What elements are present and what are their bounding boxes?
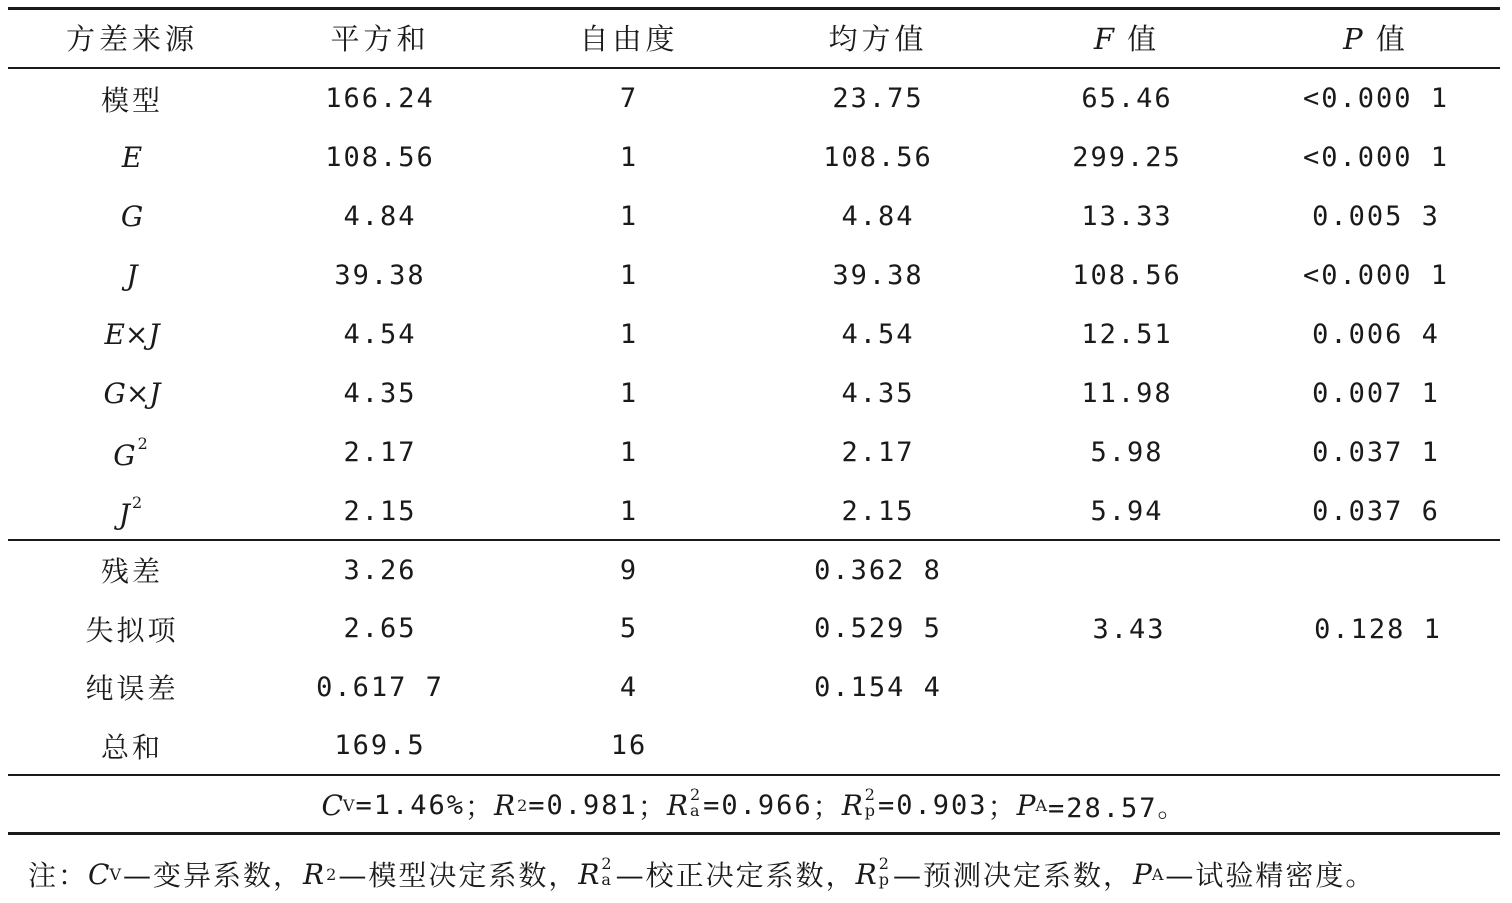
note-r2p-label: R [855,857,877,891]
stats-sep-2: ； [637,790,667,823]
cell-df: 9 [619,554,639,586]
table-row [8,482,1500,541]
header-f-suffix: 值 [1127,22,1161,56]
cell-source-exponent: 2 [137,433,151,453]
note-pa-label: P [1132,857,1152,891]
cell-mean-square: 2.15 [841,496,915,527]
r2-superscript: 2 [517,795,529,815]
cell-source [8,141,256,174]
table-row [8,128,1500,187]
cell-p-value: 0.007 1 [1312,378,1440,409]
cell-sum-of-squares: 4.35 [343,378,417,409]
cell-df: 7 [619,83,639,114]
cell-df: 1 [619,496,639,527]
cell-mean-square: 4.84 [841,201,915,232]
cell-source [8,200,256,233]
note-r2-superscript: 2 [326,864,339,884]
r2-label: R [494,788,516,822]
cell-sum-of-squares: 0.617 7 [316,671,444,703]
note-r2-label: R [303,857,325,891]
cell-sum-of-squares: 2.65 [343,613,417,644]
cell-source-factor: J [126,259,138,292]
stats-sep-4: ； [987,790,1017,823]
cell-df: 5 [619,613,639,644]
cell-p-value: 0.005 3 [1312,201,1440,232]
cell-source-factor: J [118,497,131,531]
cell-p-value: 0.006 4 [1312,319,1440,350]
cell-source [8,434,256,472]
cell-source [8,259,256,292]
table-row [8,658,1500,716]
cell-sum-of-squares: 39.38 [334,260,426,291]
cell-source-exponent: 2 [132,492,146,512]
header-mean-square: 均方值 [828,22,928,56]
cv-value: =1.46% [355,789,465,821]
cell-sum-of-squares: 108.56 [325,142,435,173]
header-f-letter: F [1093,22,1114,56]
r2-value: =0.981 [528,789,638,821]
note-r2a-desc: —校正决定系数， [615,859,856,892]
note-r2p-desc: —预测决定系数， [892,859,1133,892]
cell-df: 1 [619,378,639,409]
header-source: 方差来源 [65,22,198,56]
cell-source: 失拟项 [85,613,179,647]
cell-df: 16 [610,730,648,761]
cell-df: 1 [619,319,639,350]
pa-value: =28.57。 [1048,792,1187,824]
cv-label: C [321,788,343,822]
cell-sum-of-squares: 4.54 [343,319,417,350]
cell-sum-of-squares: 166.24 [325,83,435,114]
cell-p-value: <0.000 1 [1302,142,1450,173]
cell-sum-of-squares: 169.5 [334,730,426,761]
r2p-superscript: 2 [864,785,876,804]
cell-p-value: 0.037 1 [1312,437,1440,468]
cell-mean-square: 23.75 [832,83,924,114]
cell-df: 1 [619,142,639,173]
cv-subscript: V [342,795,356,815]
cell-mean-square: 39.38 [832,260,924,291]
cell-f-value: 5.94 [1090,496,1164,527]
cell-source: 模型 [100,83,163,117]
note-r2a-indices [601,856,613,888]
lack-of-fit-p: 0.128 1 [1314,613,1442,645]
cell-mean-square: 0.362 8 [814,554,942,586]
table-row [8,717,1500,775]
cell-mean-square: 4.54 [841,319,915,350]
header-f-value [1002,17,1252,58]
note-r2p-subscript: p [878,870,891,889]
cell-f-value: 108.56 [1072,260,1182,291]
table-row [8,423,1500,482]
r2a-superscript: 2 [689,785,702,804]
table-footnote [28,846,1508,902]
cell-source-factor: E [121,141,143,174]
note-r2p-indices [879,856,891,888]
cell-f-value: 12.51 [1081,319,1173,350]
table-row [8,246,1500,305]
header-p-letter: P [1343,22,1363,56]
note-pa-desc: —试验精密度。 [1165,859,1376,892]
table-row [8,69,1500,128]
note-cv-desc: —变异系数， [123,859,304,892]
cell-source [8,493,256,531]
cell-f-value: 5.98 [1090,437,1164,468]
cell-p-value: <0.000 1 [1302,83,1450,114]
cell-sum-of-squares: 2.15 [343,496,417,527]
r2a-indices [690,787,701,819]
cell-sum-of-squares: 3.26 [343,554,417,586]
cell-source-factor: G [113,438,136,472]
note-prefix: 注： [28,859,89,892]
note-r2a-label: R [578,857,600,891]
r2p-value: =0.903 [878,789,988,821]
stats-sep-1: ； [464,790,494,823]
r2a-value: =0.966 [703,789,813,821]
note-r2a-subscript: a [601,870,613,889]
cell-mean-square: 4.35 [841,378,915,409]
cell-source [8,318,256,351]
cell-sum-of-squares: 4.84 [343,201,417,232]
note-r2-desc: —模型决定系数， [338,859,579,892]
cell-mean-square: 0.529 5 [814,613,942,644]
r2a-label: R [666,788,688,822]
cell-source-factor: G×J [103,377,161,410]
note-cv-label: C [88,857,110,891]
note-cv-subscript: V [109,864,124,884]
cell-sum-of-squares: 2.17 [343,437,417,468]
cell-p-value: <0.000 1 [1302,260,1450,291]
note-pa-subscript: A [1151,864,1166,884]
cell-f-value: 11.98 [1081,378,1173,409]
r2p-indices [865,787,876,819]
header-p-suffix: 值 [1375,22,1409,56]
header-p-value [1252,17,1500,58]
cell-mean-square: 2.17 [841,437,915,468]
table-row [8,364,1500,423]
cell-mean-square: 0.154 4 [814,671,942,703]
cell-f-value: 13.33 [1081,201,1173,232]
table-row [8,305,1500,364]
model-statistics-line [8,776,1500,834]
pa-subscript: A [1035,795,1048,815]
table-row [8,541,1500,599]
r2a-subscript: a [689,801,701,820]
table-header-row [8,8,1500,67]
cell-source-factor: E×J [104,318,160,351]
r2p-subscript: p [864,801,877,820]
lack-of-fit-f: 3.43 [1092,613,1166,645]
cell-source: 残差 [100,555,163,588]
cell-source [8,377,256,410]
cell-f-value: 65.46 [1081,83,1173,114]
stats-sep-3: ； [812,790,842,823]
cell-f-value: 299.25 [1072,142,1182,173]
cell-df: 4 [619,671,639,703]
pa-label: P [1016,788,1036,822]
r2p-label: R [841,788,863,822]
cell-df: 1 [619,437,639,468]
header-degrees-of-freedom: 自由度 [579,22,679,56]
cell-df: 1 [619,260,639,291]
note-r2p-superscript: 2 [878,854,891,873]
cell-p-value: 0.037 6 [1312,496,1440,527]
note-r2a-superscript: 2 [601,854,614,873]
cell-source: 纯误差 [85,672,179,705]
header-sum-of-squares: 平方和 [330,22,430,56]
cell-source: 总和 [100,730,163,764]
cell-df: 1 [619,201,639,232]
cell-source-factor: G [120,200,144,233]
table-row [8,187,1500,246]
cell-mean-square: 108.56 [823,142,933,173]
